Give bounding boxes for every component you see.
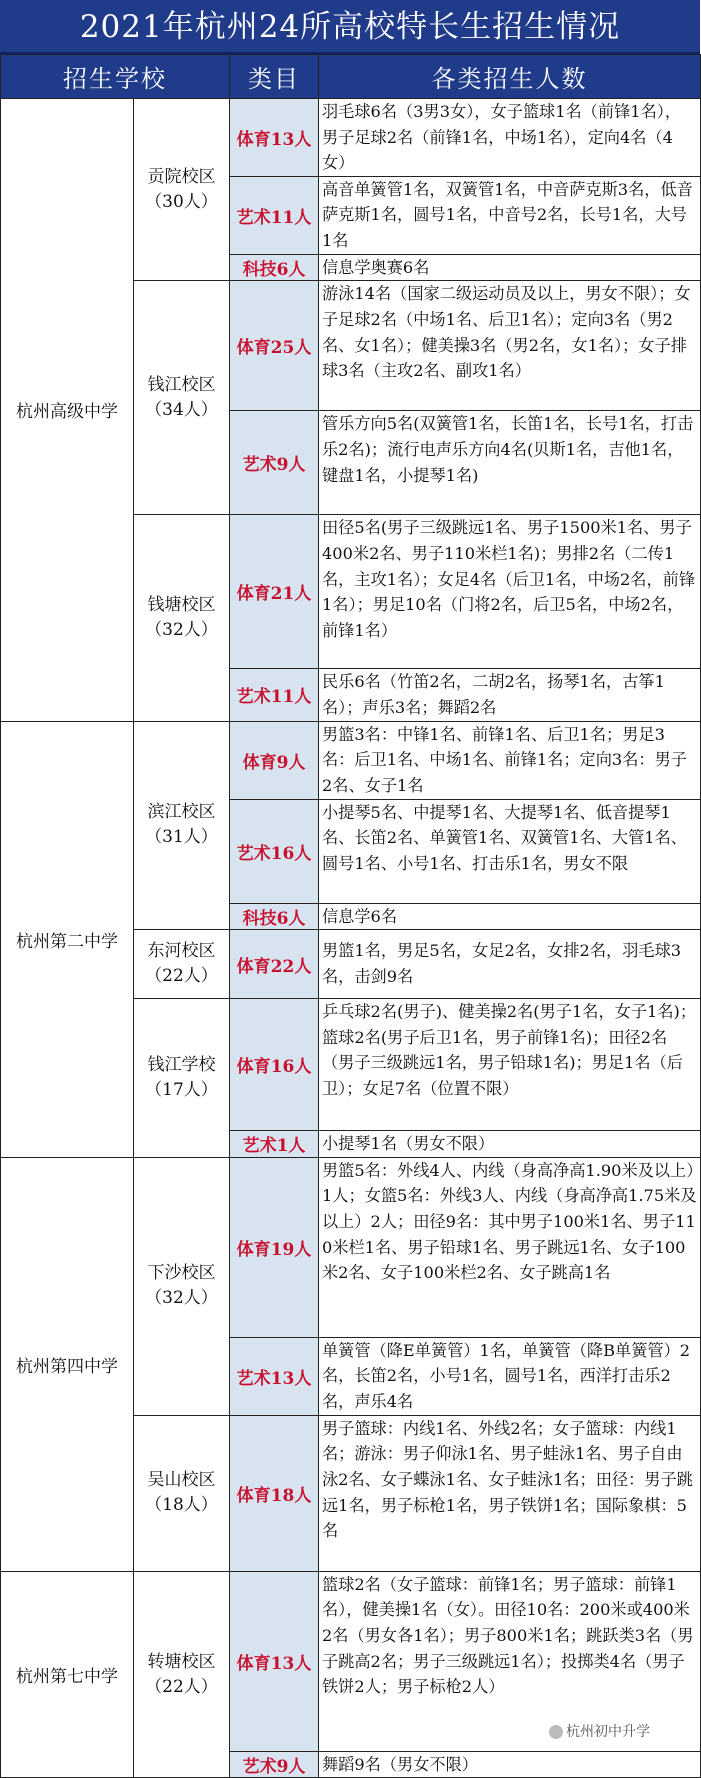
- detail-cell: 单簧管（降E单簧管）1名，单簧管（降B单簧管）2名，长笛2名，小号1名，圆号1名，西洋打击乐2名，声乐4名: [319, 1337, 701, 1415]
- campus-count: （18人）: [145, 1495, 218, 1516]
- detail-cell: 男篮1名，男足5名，女足2名，女排2名，羽毛球3名，击剑9名: [319, 930, 701, 999]
- category-cell: 科技6人: [230, 254, 319, 281]
- watermark-text: 杭州初中升学: [566, 1724, 650, 1740]
- category-cell: 艺术11人: [230, 176, 319, 254]
- table-header-row: [1, 55, 701, 99]
- detail-cell: 信息学奥赛6名: [319, 254, 701, 281]
- header-category: 类目: [230, 55, 319, 99]
- header-detail: 各类招生人数: [319, 55, 701, 99]
- detail-cell: 舞蹈9名（男女不限）: [319, 1751, 701, 1778]
- detail-cell: 男篮3名：中锋1名、前锋1名、后卫1名；男足3名：后卫1名、中场1名、前锋1名；定向3名：男子2名、女子1名: [319, 721, 701, 799]
- campus-count: （22人）: [145, 1676, 218, 1697]
- campus-count: （22人）: [145, 966, 218, 987]
- campus-cell: [134, 1571, 230, 1778]
- campus-name: 钱江校区: [147, 374, 216, 395]
- campus-name: 转塘校区: [147, 1651, 216, 1672]
- category-cell: 科技6人: [230, 903, 319, 930]
- campus-count: （30人）: [145, 191, 218, 212]
- category-cell: 艺术16人: [230, 799, 319, 903]
- detail-cell: 民乐6名（竹笛2名，二胡2名，扬琴1名，古筝1名）；声乐3名；舞蹈2名: [319, 669, 701, 721]
- campus-cell: [134, 99, 230, 281]
- category-cell: 体育13人: [230, 1571, 319, 1751]
- category-cell: 体育9人: [230, 721, 319, 799]
- campus-name: 贡院校区: [147, 166, 216, 187]
- category-cell: 艺术13人: [230, 1337, 319, 1415]
- campus-cell: [134, 515, 230, 721]
- school-name: 杭州高级中学: [1, 99, 134, 722]
- school-name: 杭州第七中学: [1, 1571, 134, 1778]
- campus-cell: [134, 1157, 230, 1415]
- campus-name: 滨江校区: [147, 802, 216, 823]
- campus-name: 东河校区: [147, 941, 216, 962]
- wechat-logo-icon: [549, 1725, 563, 1739]
- campus-cell: [134, 930, 230, 999]
- campus-cell: [134, 1415, 230, 1571]
- category-cell: 体育19人: [230, 1157, 319, 1337]
- detail-cell: 男子篮球：内线1名、外线2名；女子篮球：内线1名；游泳：男子仰泳1名、男子蛙泳1名、男子自由泳2名、女子蝶泳1名、女子蛙泳1名；田径：男子跳远1名，男子标枪1名，男子铁饼1名；国际象棋：5名: [319, 1415, 701, 1571]
- detail-cell: 小提琴5名、中提琴1名、大提琴1名、低音提琴1名、长笛2名、单簧管1名、双簧管1名、大管1名、圆号1名、小号1名、打击乐1名，男女不限: [319, 799, 701, 903]
- detail-cell: 羽毛球6名（3男3女），女子篮球1名（前锋1名），男子足球2名（前锋1名，中场1名），定向4名（4女）: [319, 99, 701, 177]
- page-title: 2021年杭州24所高校特长生招生情况: [0, 0, 700, 54]
- school-name: 杭州第二中学: [1, 721, 134, 1157]
- campus-name: 吴山校区: [147, 1470, 216, 1491]
- campus-name: 钱塘校区: [147, 594, 216, 615]
- category-cell: 艺术9人: [230, 411, 319, 515]
- category-cell: 体育21人: [230, 515, 319, 669]
- campus-name: 钱江学校: [147, 1054, 216, 1075]
- detail-cell: 小提琴1名（男女不限）: [319, 1131, 701, 1158]
- detail-cell: 乒乓球2名(男子)、健美操2名(男子1名，女子1名)；篮球2名(男子后卫1名，男子前锋1名)；田径2名（男子三级跳远1名，男子铅球1名)；男足1名（后卫）；女足7名（位置不限）: [319, 999, 701, 1131]
- category-cell: 艺术1人: [230, 1131, 319, 1158]
- category-cell: 体育18人: [230, 1415, 319, 1571]
- school-name: 杭州第四中学: [1, 1157, 134, 1571]
- campus-count: （17人）: [145, 1079, 218, 1100]
- campus-count: （31人）: [145, 827, 218, 848]
- campus-cell: [134, 281, 230, 515]
- header-school: 招生学校: [1, 55, 230, 99]
- table-row: [1, 99, 701, 177]
- detail-cell: 篮球2名（女子篮球：前锋1名；男子篮球：前锋1名），健美操1名（女）。田径10名：200米或400米2名（男女各1名）；男子800米1名；跳跃类3名（男子跳高2名；男子三级跳远1名）；投掷类4名（男子铁饼2人；男子标枪2人）: [319, 1571, 701, 1751]
- table-row: [1, 1157, 701, 1337]
- category-cell: 体育25人: [230, 281, 319, 411]
- campus-cell: [134, 999, 230, 1158]
- campus-name: 下沙校区: [147, 1263, 216, 1284]
- detail-cell: 田径5名(男子三级跳远1名、男子1500米1名、男子400米2名、男子110米栏1名)；男排2名（二传1名，主攻1名）；女足4名（后卫1名，中场2名，前锋1名）；男足10名（门将2名，后卫5名，中场2名，前锋1名）: [319, 515, 701, 669]
- campus-count: （34人）: [145, 399, 218, 420]
- campus-count: （32人）: [145, 1288, 218, 1309]
- detail-cell: 高音单簧管1名，双簧管1名，中音萨克斯3名，低音萨克斯1名，圆号1名，中音号2名，长号1名，大号1名: [319, 176, 701, 254]
- table-row: [1, 721, 701, 799]
- detail-cell: 信息学6名: [319, 903, 701, 930]
- admissions-table: [0, 54, 701, 1778]
- campus-cell: [134, 721, 230, 930]
- detail-cell: 男篮5名：外线4人、内线（身高净高1.90米及以上）1人；女篮5名：外线3人、内线（身高净高1.75米及以上）2人；田径9名：其中男子100米1名、男子110米栏1名、男子铅球1名、男子跳远1名、女子100米2名、女子100米栏2名、女子跳高1名: [319, 1157, 701, 1337]
- category-cell: 体育22人: [230, 930, 319, 999]
- category-cell: 艺术9人: [230, 1751, 319, 1778]
- category-cell: 艺术11人: [230, 669, 319, 721]
- category-cell: 体育13人: [230, 99, 319, 177]
- category-cell: 体育16人: [230, 999, 319, 1131]
- watermark: [545, 1720, 654, 1742]
- detail-cell: 管乐方向5名(双簧管1名，长笛1名，长号1名，打击乐2名)；流行电声乐方向4名(贝斯1名，吉他1名，键盘1名，小提琴1名): [319, 411, 701, 515]
- campus-count: （32人）: [145, 619, 218, 640]
- detail-cell: 游泳14名（国家二级运动员及以上，男女不限）；女子足球2名（中场1名、后卫1名）；定向3名（男2名、女1名）；健美操3名（男2名，女1名）；女子排球3名（主攻2名、副攻1名）: [319, 281, 701, 411]
